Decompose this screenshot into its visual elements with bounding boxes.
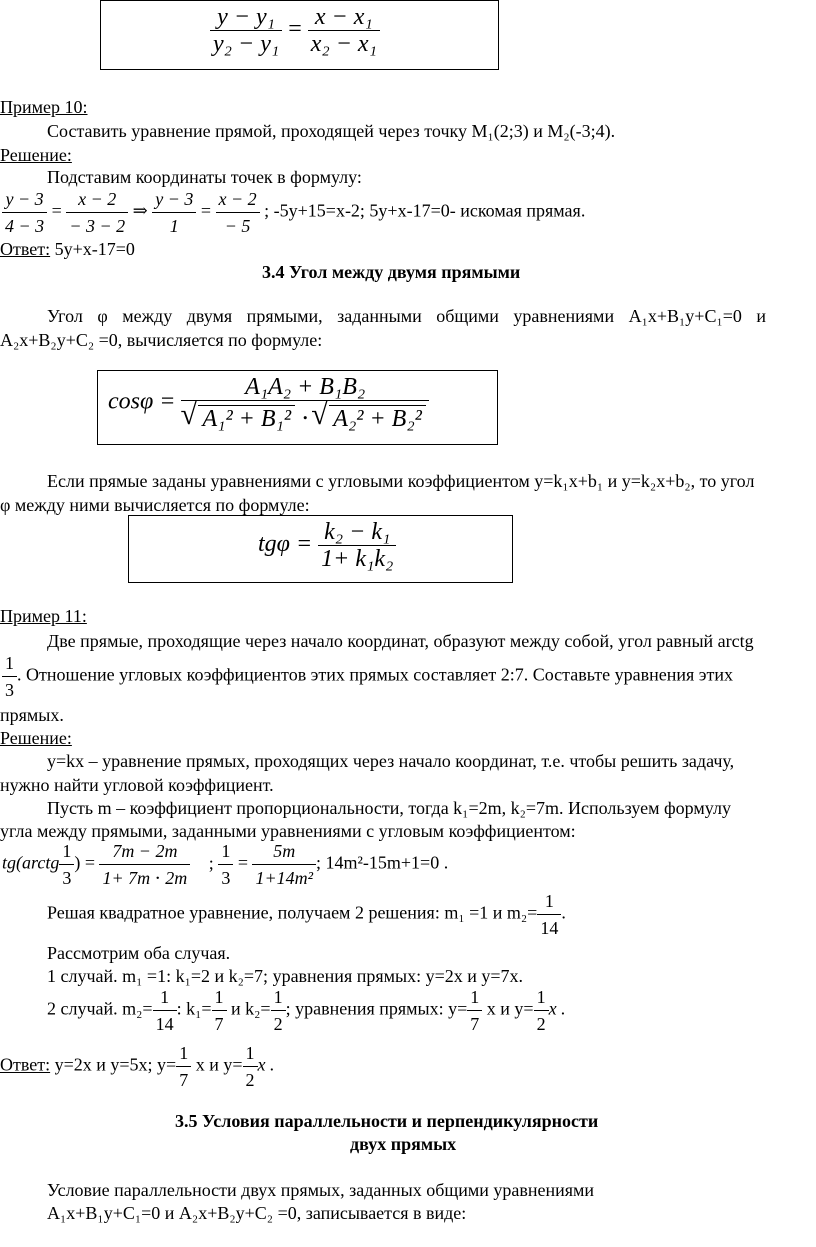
sec34-p2b: φ между ними вычисляется по формуле: (0, 495, 310, 515)
ex11-s2a: Пусть m – коэффициент пропорциональности, тогда k₁=2m, k₂=7m. Используем формулу (47, 798, 731, 818)
ex11-line3: прямых. (0, 705, 64, 725)
example-10-task: Составить уравнение прямой, проходящей через точку M₁(2;3) и M₂(-3;4). (47, 121, 616, 141)
sec34-p2a: Если прямые заданы уравнениями с угловыми коэффициентом y=k₁x+b₁ и y=k₂x+b₂, то угол (47, 471, 755, 491)
section-3-5-title-line1: 3.5 Условия параллельности и перпендикулярности (175, 1111, 599, 1131)
section-3-5-title-line2: двух прямых (350, 1134, 457, 1154)
ex11-s1a: y=kx – уравнение прямых, проходящих через начало координат, т.е. чтобы решить задачу, (47, 751, 735, 771)
sec35-p2: A₁x+B₁y+C₁=0 и A₂x+B₂y+C₂ =0, записывается в виде: (47, 1203, 467, 1223)
formula-cos: cosφ = A₁A₂ + B₁B₂ √ A₁² + B₁² ⋅ √ A₂² + B₂² (108, 374, 429, 432)
sec34-p1b: A₂x+B₂y+C₂ =0, вычисляется по формуле: (0, 330, 323, 350)
ex11-line2: $\frac{1}{3}$ . Отношение угловых коэффициентов этих прямых составляет 2:7. Составьте уравнения этих (2, 650, 733, 703)
ex11-answer: Ответ: y=2x и y=5x; y= $\frac{1}{7}$ x и y= $\frac{1}{2}$ x . (0, 1040, 275, 1093)
ex11-solution-label: Решение: (0, 728, 72, 748)
solution-label: Решение: (0, 145, 72, 165)
example-10-equation: $\frac{y - 3}{4 - 3}$ = $\frac{x - 2}{- 3 - 2}$ ⇒ $\frac{y - 3}{1}$ = $\frac{x - 2}{- 5}$ ; -5y+15=x-2; 5y+x-17=0- искомая прямая. (2, 186, 585, 239)
example-10-title: Пример 10: (0, 97, 88, 117)
ex11-s2b: угла между прямыми, заданными уравнениями с угловым коэффициентом: (0, 821, 576, 841)
ex11-equation: tg(arctg $\frac{1}{3}$ ) = $\frac{7m - 2m}{1+ 7m \cdot 2m}$ ; $\frac{1}{3}$ = $\frac{5m}{\text{1+14m²}}$ ; 14m²-15m+1=0 . (2, 838, 448, 891)
ex11-case-2: 2 случай. m₂= $\frac{1}{14}$ : k₁= $\frac{1}{7}$ и k₂= $\frac{1}{2}$ ; уравнения прямых: y= $\frac{1}{7}$ x и y= $\frac{1}{2}$ x . (47, 984, 566, 1037)
ex11-s1b: нужно найти угловой коэффициент. (0, 775, 274, 795)
ex11-cases-intro: Рассмотрим оба случая. (47, 943, 231, 963)
example-10-sub: Подставим координаты точек в формулу: (47, 167, 362, 187)
example-10-answer: Ответ: 5y+x-17=0 (0, 239, 135, 259)
sec34-p1a: Угол φ между двумя прямыми, заданными общими уравнениями A₁x+B₁y+C₁=0 и (47, 306, 767, 326)
ex11-line1: Две прямые, проходящие через начало координат, образуют между собой, угол равный arctg (47, 631, 754, 651)
ex11-quadratic: Решая квадратное уравнение, получаем 2 решения: m₁ =1 и m₂= $\frac{1}{14}$ . (47, 888, 566, 941)
example-11-title: Пример 11: (0, 606, 87, 626)
formula-two-point: $\frac{\text{y − y₁}}{\text{y₂ − y₁}}$ = $\frac{\text{x − x₁}}{\text{x₂ − x₁}}$ (210, 4, 380, 57)
formula-tg: tgφ = $\frac{\text{k₂ − k₁}}{\text{1+ k₁k₂}}$ (258, 519, 396, 572)
section-3-4-title: 3.4 Угол между двумя прямыми (262, 262, 521, 282)
sec35-p1: Условие параллельности двух прямых, заданных общими уравнениями (47, 1180, 595, 1200)
ex11-case-1: 1 случай. m₁ =1: k₁=2 и k₂=7; уравнения прямых: y=2x и y=7x. (47, 966, 524, 986)
